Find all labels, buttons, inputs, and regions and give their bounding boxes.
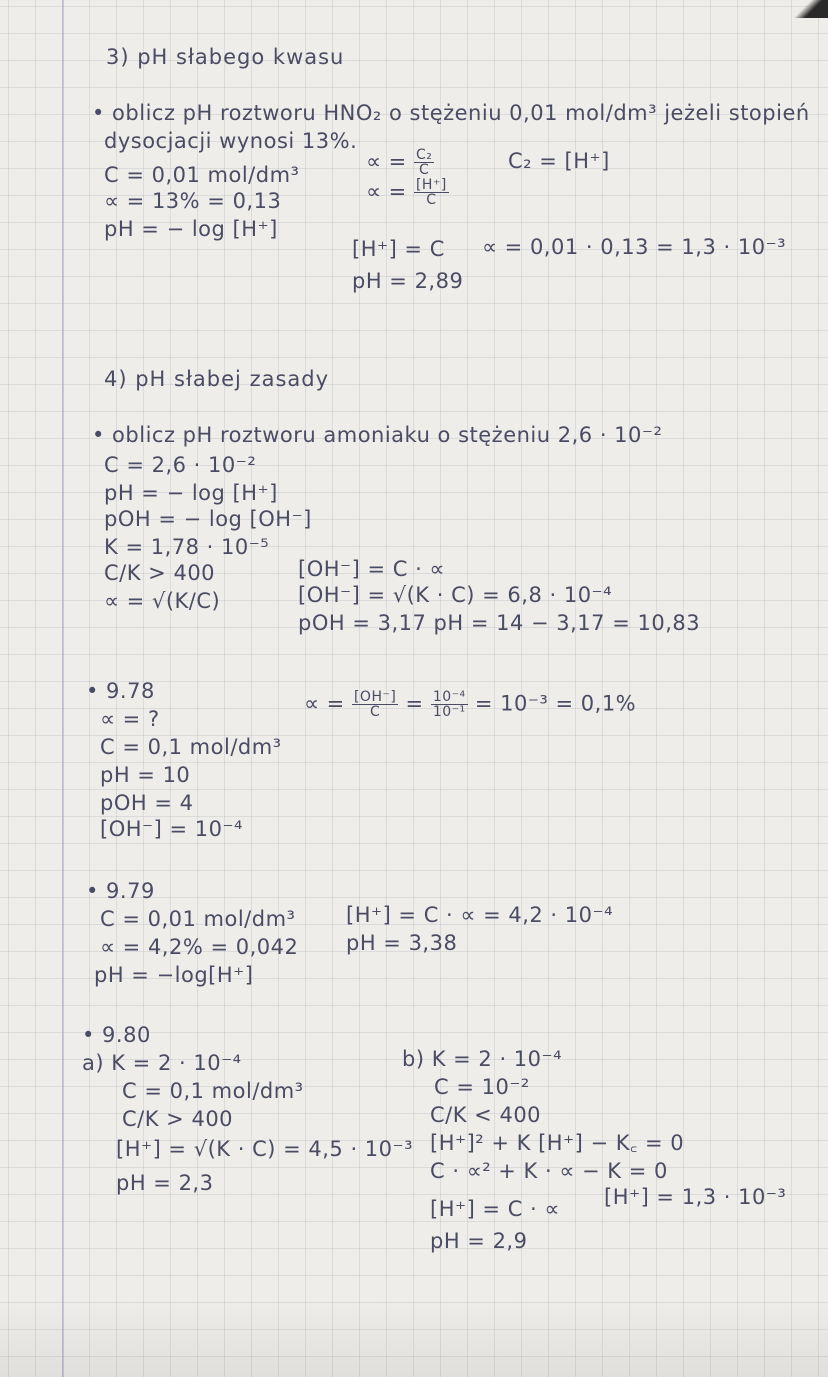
p980-b-quadratic-2: C · ∝² + K · ∝ − K = 0 xyxy=(430,1159,668,1183)
p980-a-c-over-k: C/K > 400 xyxy=(122,1107,234,1131)
problem-9-78-label: • 9.78 xyxy=(86,679,155,703)
alpha-def-2-num: [H⁺] xyxy=(415,177,447,193)
problem-9-79-label: • 9.79 xyxy=(86,879,155,903)
h-equals-c: [H⁺] = C xyxy=(352,237,445,261)
oh-formula-1: [OH⁻] = C · ∝ xyxy=(298,557,445,581)
p980-b-c-over-k: C/K < 400 xyxy=(430,1103,542,1127)
p978-alpha-calc xyxy=(304,690,636,719)
p980-b-k: b) K = 2 · 10⁻⁴ xyxy=(402,1047,563,1071)
page-corner xyxy=(788,0,828,18)
p978-frac2-den: 10⁻¹ xyxy=(432,704,466,720)
given-alpha: ∝ = 13% = 0,13 xyxy=(104,189,282,213)
p978-frac1-den: C xyxy=(370,704,381,720)
c2-definition: C₂ = [H⁺] xyxy=(508,149,610,173)
p978-frac2-num: 10⁻⁴ xyxy=(432,689,466,705)
p978-fraction-2 xyxy=(431,690,468,719)
p978-calc-result: = 10⁻³ = 0,1% xyxy=(474,691,637,716)
alpha-def-1-lhs: ∝ = xyxy=(366,149,407,174)
base-c-over-k: C/K > 400 xyxy=(104,561,216,585)
alpha-calculation: ∝ = 0,01 · 0,13 = 1,3 · 10⁻³ xyxy=(482,235,787,259)
ph-result-acid: pH = 2,89 xyxy=(352,269,464,293)
p980-a-concentration: C = 0,1 mol/dm³ xyxy=(122,1079,304,1103)
given-concentration: C = 0,01 mol/dm³ xyxy=(104,163,300,187)
base-alpha-formula: ∝ = √(K/C) xyxy=(104,589,221,613)
oh-formula-2: [OH⁻] = √(K · C) = 6,8 · 10⁻⁴ xyxy=(298,583,613,607)
p978-ph: pH = 10 xyxy=(100,763,191,787)
p980-b-ph: pH = 2,9 xyxy=(430,1229,528,1253)
p980-b-quadratic-1: [H⁺]² + K [H⁺] − K꜀ = 0 xyxy=(430,1131,685,1155)
section-3-title: 3) pH słabego kwasu xyxy=(106,45,345,69)
alpha-def-2-fraction xyxy=(414,178,449,207)
p980-a-h-calc: [H⁺] = √(K · C) = 4,5 · 10⁻³ xyxy=(116,1137,414,1161)
p978-fraction-1 xyxy=(352,690,398,719)
poh-ph-result: pOH = 3,17 pH = 14 − 3,17 = 10,83 xyxy=(298,611,701,635)
margin-line xyxy=(62,0,64,1377)
p979-concentration: C = 0,01 mol/dm³ xyxy=(100,907,296,931)
problem-9-80-label: • 9.80 xyxy=(82,1023,151,1047)
alpha-def-1-den: C xyxy=(419,162,430,178)
base-poh-formula: pOH = − log [OH⁻] xyxy=(104,507,312,531)
p979-h-calc: [H⁺] = C · ∝ = 4,2 · 10⁻⁴ xyxy=(346,903,613,927)
p978-calc-lhs: ∝ = xyxy=(304,691,345,716)
p980-b-h-result: [H⁺] = 1,3 · 10⁻³ xyxy=(604,1185,787,1209)
task-weak-acid-line1: • oblicz pH roztworu HNO₂ o stężeniu 0,01 mol/dm³ jeżeli stopień xyxy=(92,101,810,125)
p979-alpha: ∝ = 4,2% = 0,042 xyxy=(100,935,299,959)
p978-oh: [OH⁻] = 10⁻⁴ xyxy=(100,817,243,841)
p978-calc-eq: = xyxy=(405,691,424,716)
p979-ph-result: pH = 3,38 xyxy=(346,931,458,955)
p980-a-k: a) K = 2 · 10⁻⁴ xyxy=(82,1051,242,1075)
p978-alpha: ∝ = ? xyxy=(100,707,160,731)
alpha-def-2 xyxy=(366,178,449,207)
task-weak-acid-line2: dysocjacji wynosi 13%. xyxy=(104,129,358,153)
page-shadow xyxy=(0,1297,828,1377)
p978-frac1-num: [OH⁻] xyxy=(353,689,397,705)
p979-ph-formula: pH = −log[H⁺] xyxy=(94,963,254,987)
p980-a-ph: pH = 2,3 xyxy=(116,1171,214,1195)
base-k-value: K = 1,78 · 10⁻⁵ xyxy=(104,535,270,559)
p980-b-concentration: C = 10⁻² xyxy=(434,1075,530,1099)
alpha-def-1 xyxy=(366,148,434,177)
base-concentration: C = 2,6 · 10⁻² xyxy=(104,453,257,477)
ph-formula: pH = − log [H⁺] xyxy=(104,217,278,241)
p978-poh: pOH = 4 xyxy=(100,791,194,815)
alpha-def-2-den: C xyxy=(426,192,437,208)
section-4-title: 4) pH słabej zasady xyxy=(104,367,330,391)
p980-b-h-formula: [H⁺] = C · ∝ xyxy=(430,1197,560,1221)
alpha-def-2-lhs: ∝ = xyxy=(366,179,407,204)
task-weak-base: • oblicz pH roztworu amoniaku o stężeniu 2,6 · 10⁻² xyxy=(92,423,663,447)
alpha-def-1-fraction xyxy=(414,148,434,177)
alpha-def-1-num: C₂ xyxy=(415,147,433,163)
base-ph-formula: pH = − log [H⁺] xyxy=(104,481,278,505)
p978-concentration: C = 0,1 mol/dm³ xyxy=(100,735,282,759)
